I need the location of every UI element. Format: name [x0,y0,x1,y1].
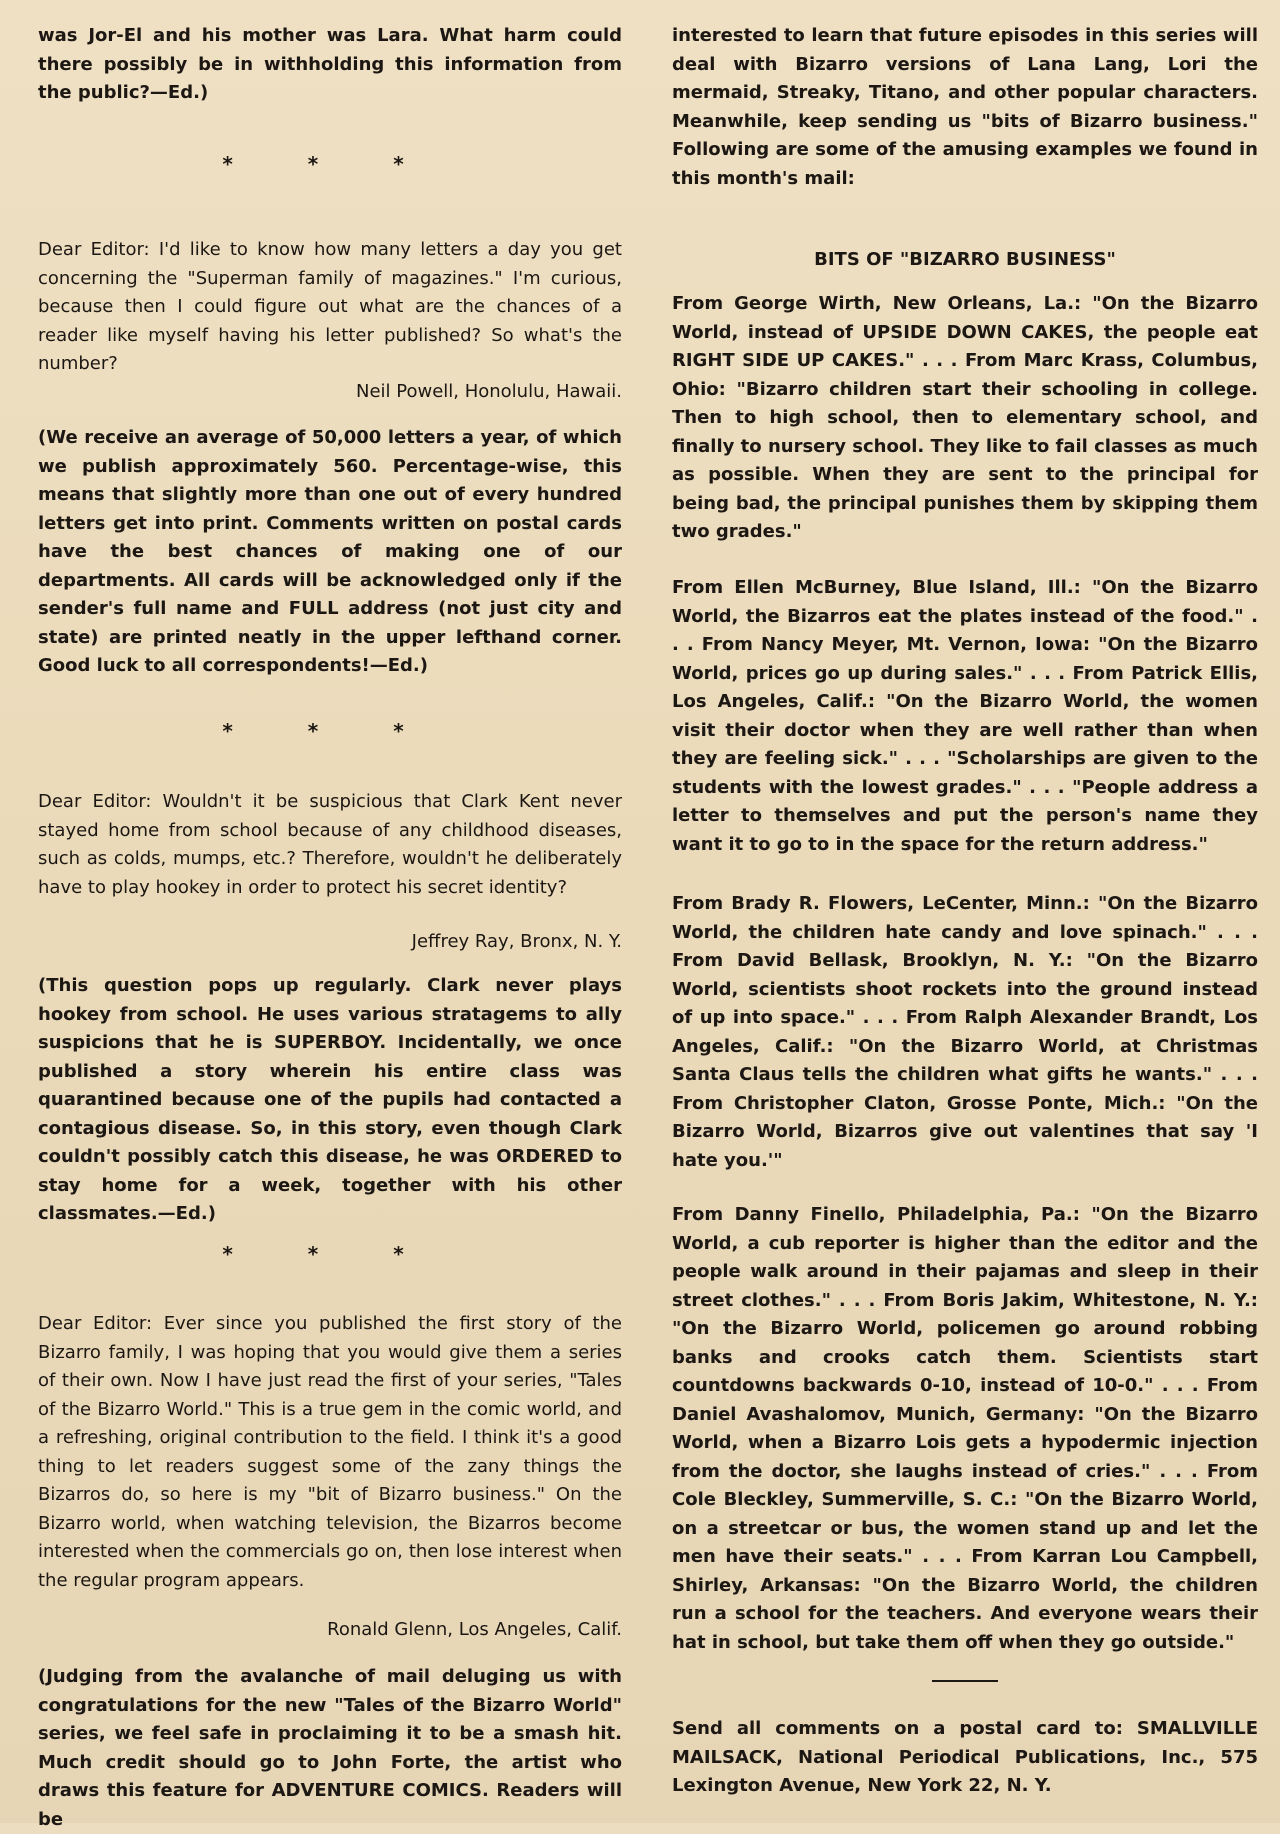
separator-stars: * * * [222,1242,438,1266]
bizarro-bits-paragraph-4: From Danny Finello, Philadelphia, Pa.: "On the Bizarro World, a cub reporter is higher than the editor and the people walk around in their pajamas and sleep in their street clothes." . . . From Boris Jakim, Whitestone, N. Y.: "On the Bizarro World, policemen go around robbing banks and crooks catch them. Scientists start countdowns backwards 0-10, instead of 10-0." . . . From Daniel Avashalomov, Munich, Germany: "On the Bizarro World, when a Bizarro Lois gets a hypodermic injection from the doctor, she laughs instead of cries." . . . From Cole Bleckley, Summerville, S. C.: "On the Bizarro World, on a streetcar or bus, the women stand up and let the men have their seats." . . . From Karran Lou Campbell, Shirley, Arkansas: "On the Bizarro World, the children run a school for the teachers. And everyone wears their hat in school, but take them off when they go outside." [672,1204,1258,1653]
bizarro-bits-paragraph-2: From Ellen McBurney, Blue Island, Ill.: "On the Bizarro World, the Bizarros eat the plates instead of the food." . . . From Nancy Meyer, Mt. Vernon, Iowa: "On the Bizarro World, prices go up during sales." . . . From Patrick Ellis, Los Angeles, Calif.: "On the Bizarro World, the women visit their doctor when they are well rather than when they are feeling sick." . . . "Scholarships are given to the students with the lowest grades." . . . "People address a letter to themselves and put the person's name they want it to go to in the space for the return address." [672,577,1258,855]
bizarro-bits-paragraph-3: From Brady R. Flowers, LeCenter, Minn.: "On the Bizarro World, the children hate candy and love spinach." . . . From David Bellask, Brooklyn, N. Y.: "On the Bizarro World, scientists shoot rockets into the ground instead of up into space." . . . From Ralph Alexander Brandt, Los Angeles, Calif.: "On the Bizarro World, at Christmas Santa Claus tells the children what gifts he wants." . . . From Christopher Claton, Grosse Ponte, Mich.: "On the Bizarro World, Bizarros give out valentines that say 'I hate you.'" [672,893,1258,1171]
letter-jeffrey-ray: Dear Editor: Wouldn't it be suspicious that Clark Kent never stayed home from school because of any childhood diseases, such as colds, mumps, etc.? Therefore, wouldn't he deliberately have to play hookey in order to protect his secret identity? [38,791,622,898]
bizarro-business-heading: BITS OF "BIZARRO BUSINESS" [814,249,1116,270]
reply-continuation: was Jor-El and his mother was Lara. What harm could there possibly be in withholding this information from the public?—Ed.) [38,25,622,103]
reply-3-continuation: interested to learn that future episodes in this series will deal with Bizarro versions of Lana Lang, Lori the mermaid, Streaky, Titano, and other popular characters. Meanwhile, keep sending us "bits of Bizarro business." Following are some of the amusing examples we found in this month's mail: [672,25,1258,189]
separator-stars: * * * [222,152,438,176]
editor-reply-2: (This question pops up regularly. Clark never plays hookey from school. He uses various stratagems to ally suspicions that he is SUPERBOY. Incidentally, we once published a story wherein his entire class was quarantined because one of the pupils had contacted a contagious disease. So, in this story, even though Clark couldn't possibly catch this disease, he was ORDERED to stay home for a week, together with his other classmates.—Ed.) [38,975,622,1224]
signature-jeffrey-ray: Jeffrey Ray, Bronx, N. Y. [411,931,622,952]
letter-neil-powell: Dear Editor: I'd like to know how many letters a day you get concerning the "Superman family of magazines." I'm curious, because then I could figure out what are the chances of a reader like myself having his letter published? So what's the number? [38,239,622,374]
editor-reply-3: (Judging from the avalanche of mail deluging us with congratulations for the new "Tales of the Bizarro World" series, we feel safe in proclaiming it to be a smash hit. Much credit should go to John Forte, the artist who draws this feature for ADVENTURE COMICS. Readers will be [38,1666,622,1830]
letter-ronald-glenn: Dear Editor: Ever since you published the first story of the Bizarro family, I was hoping that you would give them a series of their own. Now I have just read the first of your series, "Tales of the Bizarro World." This is a true gem in the comic world, and a refreshing, original contribution to the field. I think it's a good thing to let readers suggest some of the zany things the Bizarros do, so here is my "bit of Bizarro business." On the Bizarro world, when watching television, the Bizarros become interested when the commercials go on, then lose interest when the regular program appears. [38,1313,622,1591]
signature-ronald-glenn: Ronald Glenn, Los Angeles, Calif. [327,1619,622,1640]
signature-neil-powell: Neil Powell, Honolulu, Hawaii. [355,381,622,402]
footer-rule [932,1680,998,1682]
separator-stars: * * * [222,719,438,743]
bizarro-bits-paragraph-1: From George Wirth, New Orleans, La.: "On the Bizarro World, instead of UPSIDE DOWN CAKES, the people eat RIGHT SIDE UP CAKES." . . . From Marc Krass, Columbus, Ohio: "Bizarro children start their schooling in college. Then to high school, then to elementary school, and finally to nursery school. They like to fail classes as much as possible. When they are sent to the principal for being bad, the principal punishes them by skipping them two grades." [672,293,1258,542]
editor-reply-1: (We receive an average of 50,000 letters a year, of which we publish approximately 560. Percentage-wise, this means that slightly more than one out of every hundred letters get into print. Comments written on postal cards have the best chances of making one of our departments. All cards will be acknowledged only if the sender's full name and FULL address (not just city and state) are printed neatly in the upper lefthand corner. Good luck to all correspondents!—Ed.) [38,427,622,676]
mailing-address-footer: Send all comments on a postal card to: SMALLVILLE MAILSACK, National Periodical Publications, Inc., 575 Lexington Avenue, New York 22, N. Y. [672,1718,1258,1796]
